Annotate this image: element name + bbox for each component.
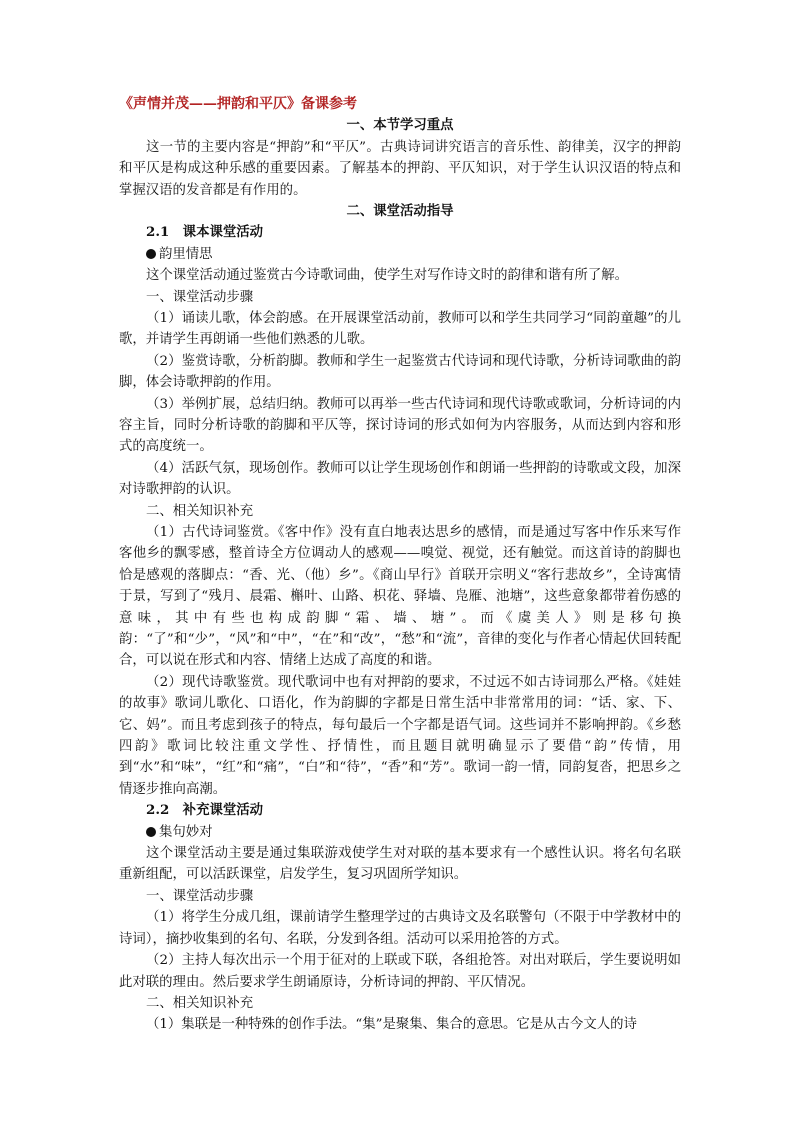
subsection-heading-supplementary: 2.2 补充课堂活动 bbox=[146, 802, 264, 819]
activity-intro: 这个课堂活动通过鉴赏古今诗歌词曲，使学生对写作诗文时的韵律和谐有所了解。 bbox=[146, 268, 629, 284]
step-item: （4）活跃气氛，现场创作。教师可以让学生现场创作和朗诵一些押韵的诗歌或文段，加深对诗歌押韵的认识。 bbox=[119, 460, 681, 498]
step-item: （2）主持人每次出示一个用于征对的上联或下联，各组抢答。对出对联后，学生要说明如此对联的理由。然后要求学生朗诵原诗，分析诗词的押韵、平仄情况。 bbox=[119, 953, 681, 990]
knowledge-item: （1）古代诗词鉴赏。《客中作》没有直白地表达思乡的感情，而是通过写客中作乐来写作客他乡的飘零感，整首诗全方位调动人的感观——嗅觉、视觉，还有触觉。而这首诗的韵脚也恰是感观的落脚点：“香、光、（他）乡”。《商山早行》首联开宗明义“客行悲故乡”，全诗寓情于景，写到了“残月、晨霜、槲叶、山路、枳花、驿墙、凫雁、池塘”，这些意象都带着伤感的意味，其中有些也构成韵脚“霜、墙、塘”。而《虞美人》则是移句换韵：“了”和“少”，“风”和“中”，“在”和“改”，“愁”和“流”，音律的变化与作者心情起伏回转配合，可以说在形式和内容、情绪上达成了高度的和谐。 bbox=[119, 525, 681, 669]
bullet-dot-icon bbox=[146, 249, 156, 259]
knowledge-item: （2）现代诗歌鉴赏。现代歌词中也有对押韵的要求，不过远不如古诗词那么严格。《娃娃的故事》歌词儿歌化、口语化，作为韵脚的字都是日常生活中非常常用的词：“话、家、下、它、妈”。而且考虑到孩子的特点，每句最后一个字都是语气词。这些词并不影响押韵。《乡愁四韵》歌词比较注重文学性、抒情性，而且题目就明确显示了要借“韵”传情，用到“水”和“味”，“红”和“痛”，“白”和“待”，“香”和“芳”。歌词一韵一情，同韵复沓，把思乡之情逐步推向高潮。 bbox=[119, 674, 681, 797]
section-focus-paragraph: 这一节的主要内容是“押韵”和“平仄”。古典诗词讲究语言的音乐性、韵律美，汉字的押韵和平仄是构成这种乐感的重要因素。了解基本的押韵、平仄知识，对于学生认识汉语的特点和掌握汉语的发音都是有作用的。 bbox=[119, 139, 681, 198]
knowledge-heading: 二、相关知识补充 bbox=[146, 995, 254, 1011]
knowledge-heading: 二、相关知识补充 bbox=[146, 503, 254, 519]
activity-name: 集句妙对 bbox=[159, 824, 213, 840]
knowledge-item: （1）集联是一种特殊的创作手法。“集”是聚集、集合的意思。它是从古今文人的诗 bbox=[146, 1017, 637, 1033]
step-item: （2）鉴赏诗歌，分析韵脚。教师和学生一起鉴赏古代诗词和现代诗歌，分析诗词歌曲的韵脚，体会诗歌押韵的作用。 bbox=[119, 353, 681, 391]
document-page bbox=[119, 94, 681, 1036]
activity-name: 韵里情思 bbox=[159, 246, 213, 262]
step-item: （1）诵读儿歌，体会韵感。在开展课堂活动前，教师可以和学生共同学习“同韵童趣”的儿歌，并请学生再朗诵一些他们熟悉的儿歌。 bbox=[119, 310, 681, 348]
section-heading-focus: 一、本节学习重点 bbox=[346, 117, 454, 134]
step-item: （1）将学生分成几组，课前请学生整理学过的古典诗文及名联警句（不限于中学教材中的诗词），摘抄收集到的名句、名联，分发到各组。活动可以采用抢答的方式。 bbox=[119, 910, 681, 947]
bullet-dot-icon bbox=[146, 827, 156, 837]
activity-intro: 这个课堂活动主要是通过集联游戏使学生对对联的基本要求有一个感性认识。将名句名联重新组配，可以活跃课堂，启发学生，复习巩固所学知识。 bbox=[119, 846, 681, 883]
subsection-heading-textbook: 2.1 课本课堂活动 bbox=[146, 224, 264, 241]
steps-heading: 一、课堂活动步骤 bbox=[146, 289, 254, 305]
steps-heading: 一、课堂活动步骤 bbox=[146, 888, 254, 904]
document-title: 《声情并茂——押韵和平仄》备课参考 bbox=[119, 96, 357, 112]
step-item: （3）举例扩展，总结归纳。教师可以再举一些古代诗词和现代诗歌或歌词，分析诗词的内容主旨，同时分析诗歌的韵脚和平仄等，探讨诗词的形式如何为内容服务，从而达到内容和形式的高度统一。 bbox=[119, 396, 681, 455]
section-heading-guidance: 二、课堂活动指导 bbox=[346, 203, 454, 219]
activity-bullet bbox=[119, 822, 681, 843]
activity-bullet bbox=[119, 244, 681, 265]
